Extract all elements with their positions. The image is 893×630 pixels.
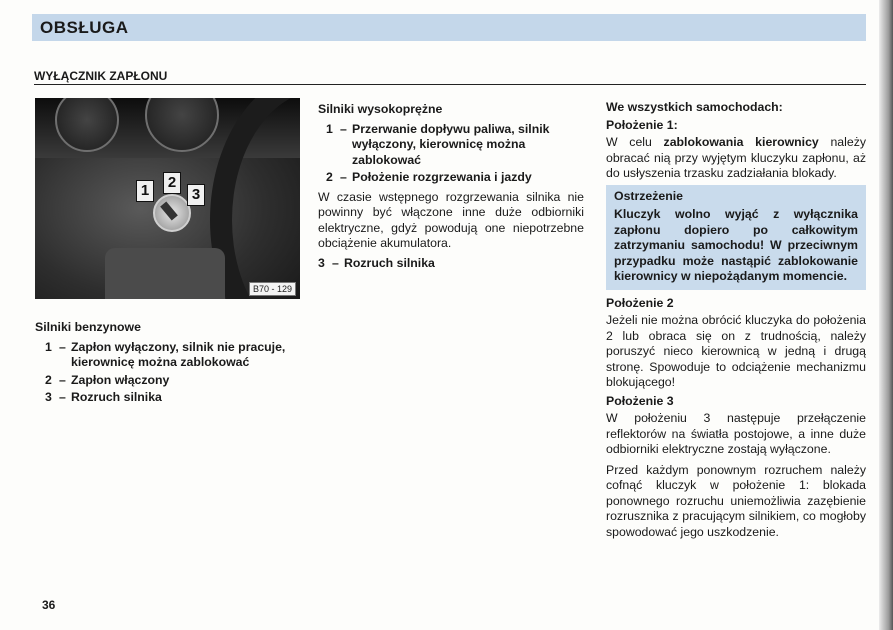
steering-column (105, 248, 225, 299)
list-item: 1 – Zapłon wyłączony, silnik nie pracuje, kierownicę można zablokować (45, 339, 286, 369)
figure-code: B70 - 129 (249, 282, 296, 296)
left-column (35, 320, 297, 410)
position-label-3: 3 (187, 184, 205, 206)
page-number: 36 (42, 598, 56, 612)
restart-paragraph: Przed każdym ponownym rozruchem należy cofnąć kluczyk w położenie 1: blokada ponownego rozruchu uniemożliwia zazębienie rozrusznika z pracującym silnikiem, co mogłoby spowodować jego uszkodzenie. (606, 462, 866, 539)
diesel-engines-heading: Silniki wysokoprężne (318, 102, 443, 116)
position-3-paragraph: W położeniu 3 następuje przełączenie reflektorów na światła postojowe, a inne duże odbiorniki elektryczne zostają wyłączone. (606, 411, 866, 456)
petrol-positions-list (35, 340, 297, 406)
middle-column (318, 102, 584, 275)
all-cars-heading: We wszystkich samochodach: (606, 100, 783, 114)
warning-title: Ostrzeżenie (614, 188, 684, 203)
list-item: 3 – Rozruch silnika (318, 255, 435, 270)
position-1-title: Położenie 1: (606, 117, 678, 132)
warning-text: Kluczyk wolno wyjąć z wyłącznika zapłonu dopiero po całkowitym zatrzymaniu samochodu! W przeciwnym przypadku może nastąpić zablokowanie kierownicy w niepożądanym momencie. (614, 207, 858, 283)
list-item: 1 – Przerwanie dopływu paliwa, silnik wyłączony, kierownicę można zablokować (326, 121, 550, 167)
petrol-engines-heading: Silniki benzynowe (35, 320, 141, 334)
section-divider (34, 84, 866, 85)
position-3-title: Położenie 3 (606, 393, 674, 408)
header-band (32, 14, 866, 41)
ignition-switch-photo (35, 98, 300, 299)
position-label-2: 2 (163, 172, 181, 194)
list-item: 3 – Rozruch silnika (45, 390, 162, 404)
position-label-1: 1 (136, 180, 154, 202)
page-header-title: OBSŁUGA (40, 18, 129, 37)
list-item: 2 – Położenie rozgrzewania i jazdy (326, 170, 532, 184)
list-item: 2 – Zapłon włączony (45, 372, 170, 387)
right-column (606, 100, 866, 543)
section-title: WYŁĄCZNIK ZAPŁONU (34, 69, 168, 83)
diesel-start-item (318, 256, 584, 272)
warning-box (606, 185, 866, 290)
position-1-paragraph: W celu zablokowania kierownicy należy obracać nią przy wyjętym kluczyku zapłonu, aż do usłyszenia trzasku zadziałania blokady. (606, 135, 866, 180)
diesel-positions-list (318, 122, 584, 186)
page-edge-shadow (879, 0, 893, 630)
position-2-paragraph: Jeżeli nie można obrócić kluczyka do położenia 2 lub obraca się on z trudnością, należy poruszyć nieco kierownicą w jedną i drugą stronę. Spowoduje to odciążenie mechanizmu blokującego! (606, 313, 866, 389)
position-2-title: Położenie 2 (606, 295, 674, 310)
preheating-paragraph: W czasie wstępnego rozgrzewania silnika nie powinny być włączone inne duże odbiorniki elektryczne, gdyż powodują one niepotrzebne obciążenie akumulatora. (318, 189, 584, 250)
